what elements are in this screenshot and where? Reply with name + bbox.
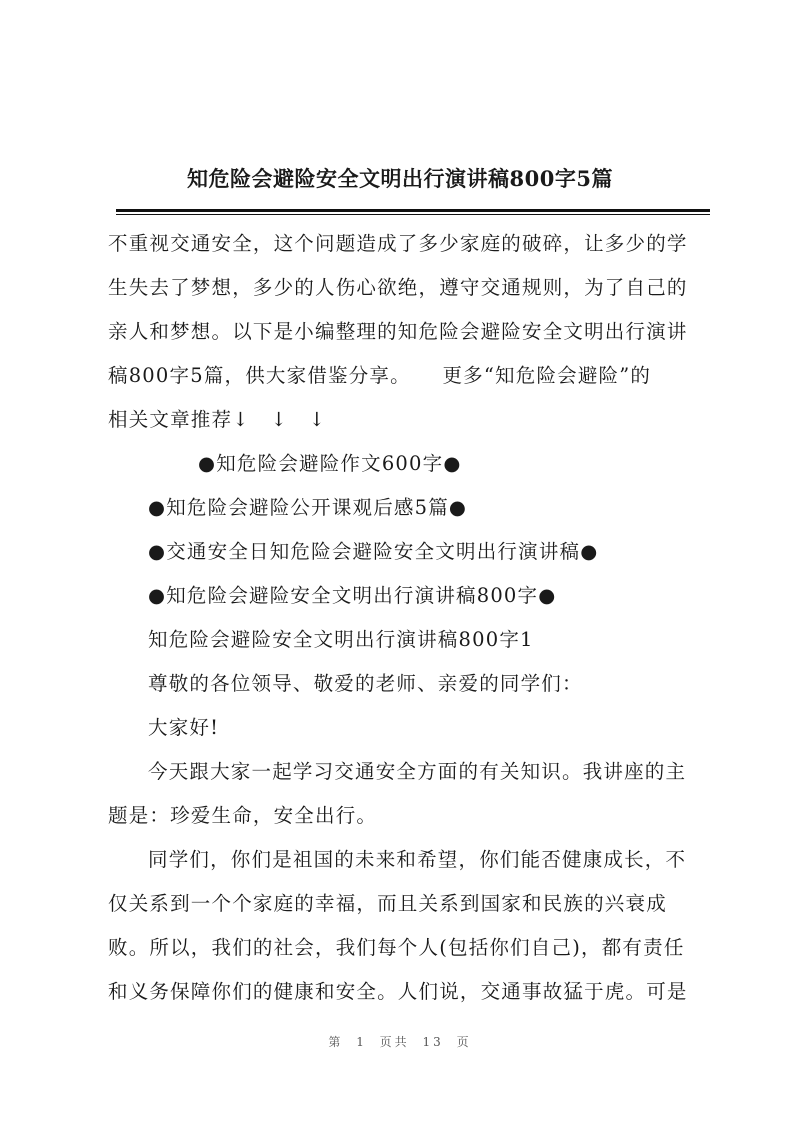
document-body [108,222,713,1014]
related-link[interactable]: ●交通安全日知危险会避险安全文明出行演讲稿● [148,540,599,563]
speech-paragraph-1 [108,750,713,838]
title-rule-thin [116,214,710,215]
page-footer [0,1033,800,1050]
intro-line: 生失去了梦想，多少的人伤心欲绝，遵守交通规则，为了自己的 [108,276,688,299]
related-link[interactable]: ●知危险会避险作文600字● [198,452,462,475]
speech-heading: 知危险会避险安全文明出行演讲稿800字1 [148,628,534,651]
speech-greeting: 大家好! [148,716,220,739]
document-title: 知危险会避险安全文明出行演讲稿800字5篇 [187,166,613,191]
intro-line: 不重视交通安全，这个问题造成了多少家庭的破碎，让多少的学 [108,232,688,255]
related-link[interactable]: ●知危险会避险公开课观后感5篇● [148,496,468,519]
footer-total-pages: 13 [422,1035,444,1049]
intro-line: 稿800字5篇，供大家借鉴分享。 更多“知危险会避险”的 [108,364,652,387]
speech-paragraph-2 [108,838,713,1014]
footer-prefix: 第 [328,1035,344,1049]
related-link[interactable]: ●知危险会避险安全文明出行演讲稿800字● [148,584,557,607]
paragraph-line: 题是：珍爱生命，安全出行。 [108,804,378,827]
footer-middle: 页共 [379,1035,410,1049]
paragraph-line: 败。所以，我们的社会，我们每个人(包括你们自己)，都有责任 [108,936,685,959]
speech-salutation: 尊敬的各位领导、敬爱的老师、亲爱的同学们： [148,672,583,695]
footer-page-number: 1 [356,1035,367,1049]
paragraph-line: 今天跟大家一起学习交通安全方面的有关知识。我讲座的主 [148,760,687,783]
intro-line: 亲人和梦想。以下是小编整理的知危险会避险安全文明出行演讲 [108,320,688,343]
intro-line: 相关文章推荐↓ ↓ ↓ [108,408,327,431]
paragraph-line: 同学们，你们是祖国的未来和希望，你们能否健康成长，不 [148,848,687,871]
paragraph-line: 和义务保障你们的健康和安全。人们说，交通事故猛于虎。可是 [108,980,688,1003]
footer-suffix: 页 [456,1035,472,1049]
paragraph-line: 仅关系到一个个家庭的幸福，而且关系到国家和民族的兴衰成 [108,892,667,915]
title-rule-thick [116,209,710,212]
related-list [108,442,713,618]
intro-paragraph [108,222,713,442]
